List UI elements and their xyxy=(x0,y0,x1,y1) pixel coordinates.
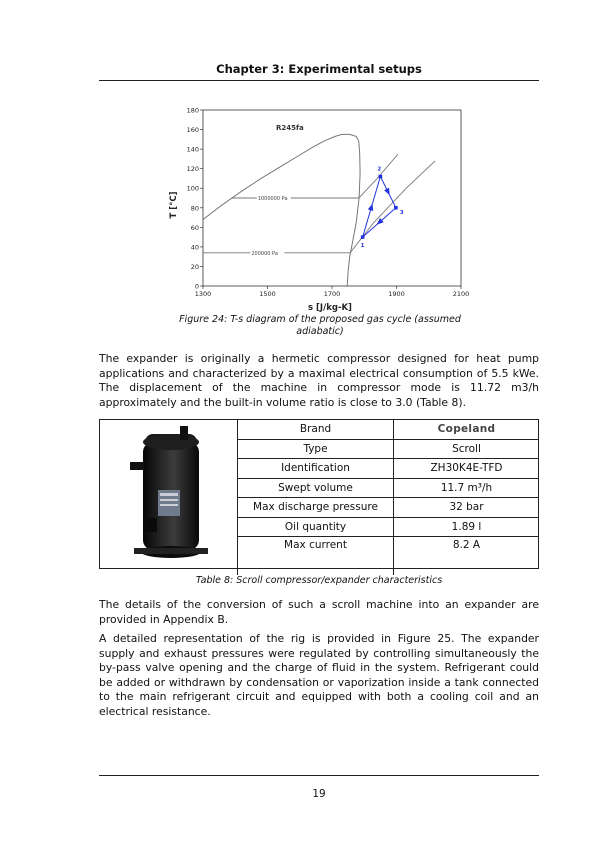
table-row xyxy=(238,498,540,518)
cycle-point-label: 1 xyxy=(360,243,365,250)
cycle-point-label: 2 xyxy=(377,166,382,173)
figure-caption xyxy=(160,314,480,338)
chart-axes xyxy=(187,107,470,299)
table-row xyxy=(238,517,540,537)
table-row xyxy=(238,537,540,576)
y-tick-label: 40 xyxy=(190,243,199,252)
table-row xyxy=(238,459,540,479)
y-tick-label: 140 xyxy=(186,145,199,154)
chart-cycle xyxy=(361,166,404,249)
spec-value-max-current: 8.2 A xyxy=(394,537,540,576)
spec-value-swept-volume: 11.7 m³/h xyxy=(394,478,540,498)
paragraph-rig: A detailed representation of the rig is provided in Figure 25. The expander supply and exhaust pressures were regulated by controlling simultaneously the by-pass valve opening and the charge of fluid in the system. Refrigerant could be added or withdrawn by condensation or vaporization inside a tank connected to the main refrigerant circuit and equipped with both a cooling coil and an electrical resistance. xyxy=(99,632,539,718)
figure-caption-line1: Figure 24: T-s diagram of the proposed gas cycle (assumed xyxy=(179,314,461,325)
spec-value-brand: Copeland xyxy=(394,420,540,439)
cycle-arrow xyxy=(368,203,373,211)
y-tick-label: 120 xyxy=(186,165,199,174)
chart-x-axis-label: s [J/kg-K] xyxy=(308,303,352,313)
x-tick-label: 1500 xyxy=(259,290,276,298)
spec-value-oil-quantity: 1.89 l xyxy=(394,517,540,537)
spec-value-max-discharge-pressure: 32 bar xyxy=(394,498,540,518)
chart-title: R245fa xyxy=(276,124,304,132)
y-tick-label: 160 xyxy=(186,126,199,135)
table-row xyxy=(238,478,540,498)
cycle-point xyxy=(361,235,365,239)
compressor-photo xyxy=(100,420,238,568)
page-number: 19 xyxy=(312,788,326,800)
y-tick-label: 100 xyxy=(186,184,199,193)
spec-value-identification: ZH30K4E-TFD xyxy=(394,459,540,479)
paragraph-conversion: The details of the conversion of such a scroll machine into an expander are provided in Appendix B. xyxy=(99,598,539,626)
y-tick-label: 60 xyxy=(190,223,199,232)
cycle-arrow xyxy=(384,188,390,196)
x-tick-label: 1300 xyxy=(194,290,212,298)
y-tick-label: 80 xyxy=(190,204,199,213)
footer-divider xyxy=(99,775,539,776)
table-row xyxy=(238,439,540,459)
spec-label-swept-volume: Swept volume xyxy=(238,478,394,498)
spec-label-max-discharge-pressure: Max discharge pressure xyxy=(238,498,394,518)
isobar-line xyxy=(203,161,435,253)
y-tick-label: 180 xyxy=(186,106,199,115)
spec-grid xyxy=(237,420,539,575)
cycle-point xyxy=(394,206,398,210)
chart-y-axis-label: T [°C] xyxy=(169,191,179,219)
compressor-image xyxy=(100,420,237,568)
table-caption: Table 8: Scroll compressor/expander characteristics xyxy=(195,575,443,586)
header-divider xyxy=(99,80,539,81)
x-tick-label: 1700 xyxy=(323,290,341,298)
cycle-point xyxy=(379,175,383,179)
x-tick-label: 2100 xyxy=(452,290,470,298)
compressor-spec-table xyxy=(99,419,539,569)
x-tick-label: 1900 xyxy=(388,290,405,298)
spec-rows xyxy=(238,420,540,575)
saturation-dome-curve xyxy=(203,134,360,286)
ts-diagram-chart xyxy=(160,100,480,315)
spec-value-type: Scroll xyxy=(394,439,540,459)
spec-label-max-current: Max current xyxy=(238,537,394,576)
spec-label-identification: Identification xyxy=(238,459,394,479)
table-row xyxy=(238,420,540,439)
spec-label-type: Type xyxy=(238,439,394,459)
chapter-header: Chapter 3: Experimental setups xyxy=(216,62,422,76)
isobar-line xyxy=(232,154,398,198)
y-tick-label: 20 xyxy=(190,262,199,271)
spec-label-oil-quantity: Oil quantity xyxy=(238,517,394,537)
figure-caption-line2: adiabatic) xyxy=(296,326,344,337)
cycle-point-label: 3 xyxy=(399,209,404,216)
spec-label-brand: Brand xyxy=(238,420,394,439)
isobar-label: 1000000 Pa xyxy=(257,196,288,202)
y-tick-label: 0 xyxy=(194,282,199,291)
paragraph-expander: The expander is originally a hermetic compressor designed for heat pump applications and characterized by a maximal electrical consumption of 5.5 kWe. The displacement of the machine in compressor mode is 11.72 m3/h approximately and the built-in volume ratio is close to 3.0 (Table 8). xyxy=(99,352,539,409)
isobar-label: 200000 Pa xyxy=(251,250,278,257)
